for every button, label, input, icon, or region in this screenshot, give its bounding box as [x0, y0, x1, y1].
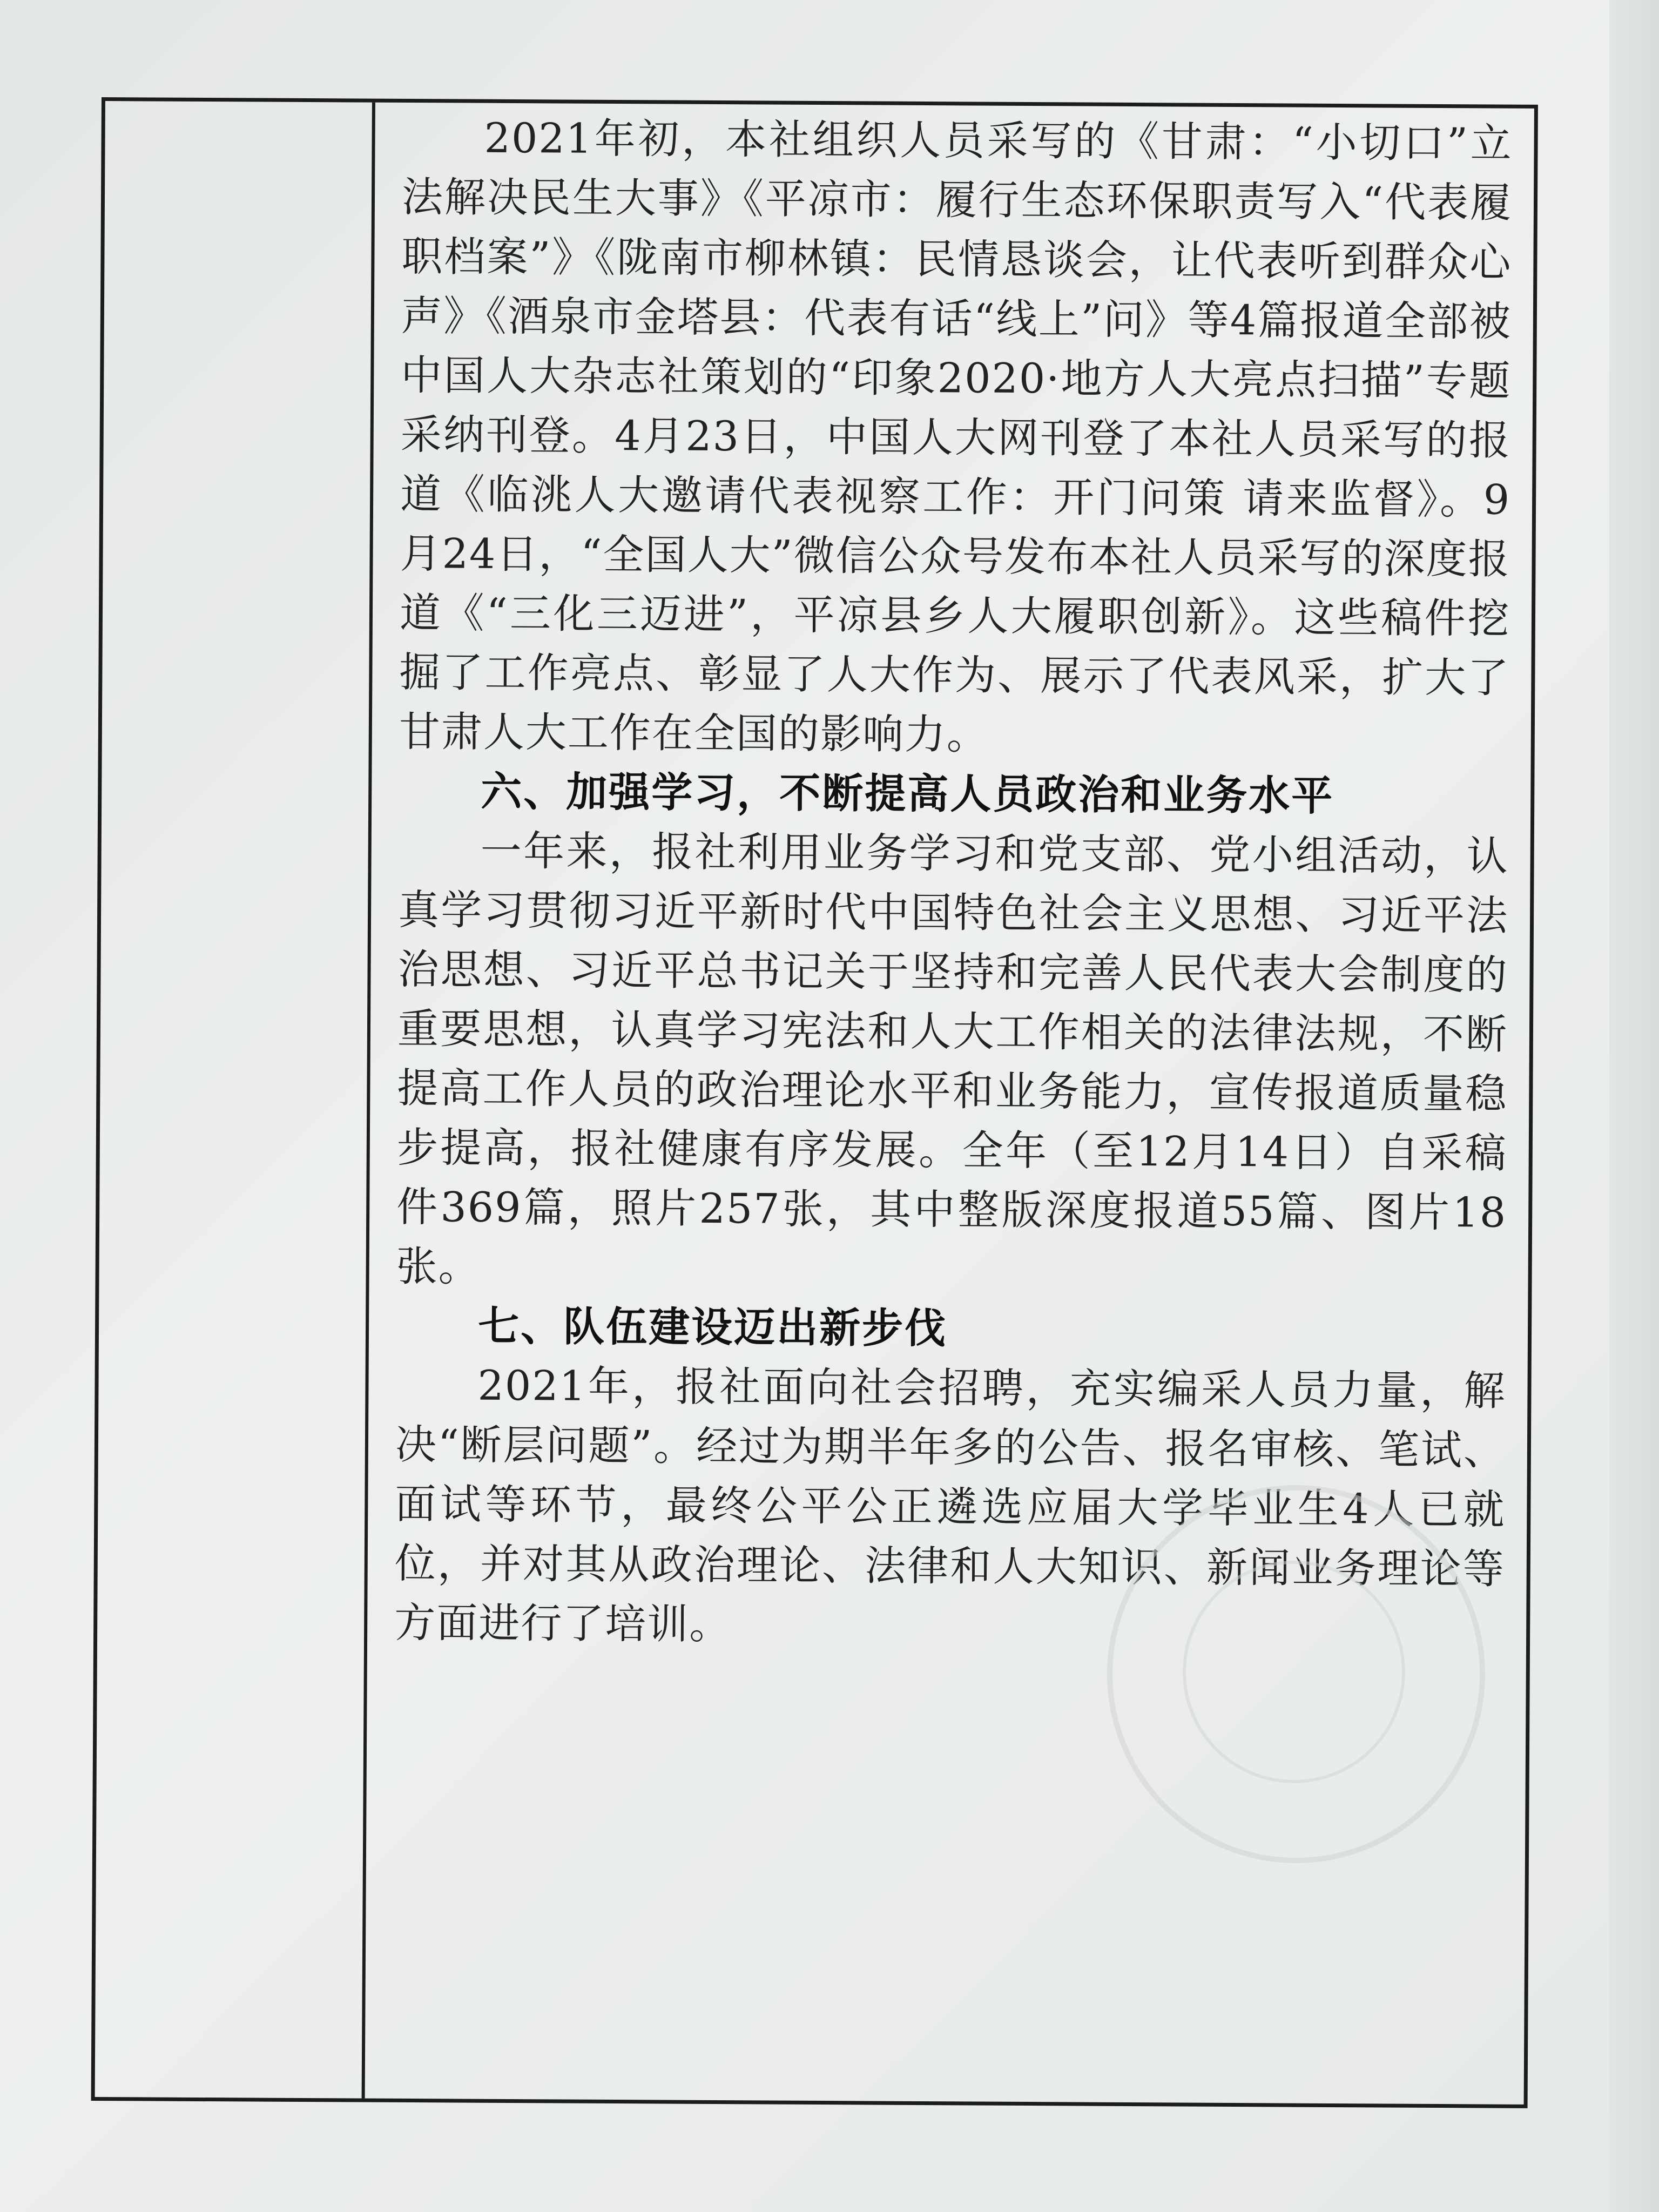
- faded-seal-inner-ring: [1183, 1561, 1405, 1783]
- left-label-column: [95, 101, 375, 2099]
- paragraph-study: 一年来，报社利用业务学习和党支部、党小组活动，认真学习贯彻习近平新时代中国特色社会主义思想、习近平法治思想、习近平总书记关于坚持和完善人民代表大会制度的重要思想，认真学习宪法和人大工作相关的法律法规，不断提高工作人员的政治理论水平和业务能力，宣传报道质量稳步提高，报社健康有序发展。全年（至12月14日）自采稿件369篇，照片257张，其中整版深度报道55篇、图片18张。: [396, 826, 1509, 1291]
- section-heading-team: 七、队伍建设迈出新步伐: [477, 1301, 948, 1353]
- paragraph-national-coverage: 2021年初，本社组织人员采写的《甘肃：“小切口”立法解决民生大事》《平凉市：履行生态环保职责写入“代表履职档案”》《陇南市柳林镇：民情恳谈会，让代表听到群众心声》《酒泉市金塔县：代表有话“线上”问》等4篇报道全部被中国人大杂志社策划的“印象2020·地方人大亮点扫描”专题采纳刊登。4月23日，中国人大网刊登了本社人员采写的报道《临洮人大邀请代表视察工作：开门问策 请来监督》。9月24日，“全国人大”微信公众号发布本社人员采写的深度报道《“三化三迈进”，平凉县乡人大履职创新》。这些稿件挖掘了工作亮点、彰显了人大作为、展示了代表风采，扩大了甘肃人大工作在全国的影响力。: [399, 113, 1513, 759]
- background-paper-edge: [1609, 0, 1659, 2212]
- section-heading-study: 六、加强学习，不断提高人员政治和业务水平: [481, 767, 1334, 820]
- faded-seal-stamp: [1107, 1485, 1485, 1863]
- paragraph-team: 2021年，报社面向社会招聘，充实编采人员力量，解决“断层问题”。经过为期半年多的公告、报名审核、笔试、面试等环节，最终公平公正遴选应届大学毕业生4人已就位，并对其从政治理论、法律和人大知识、新闻业务理论等方面进行了培训。: [394, 1361, 1506, 1649]
